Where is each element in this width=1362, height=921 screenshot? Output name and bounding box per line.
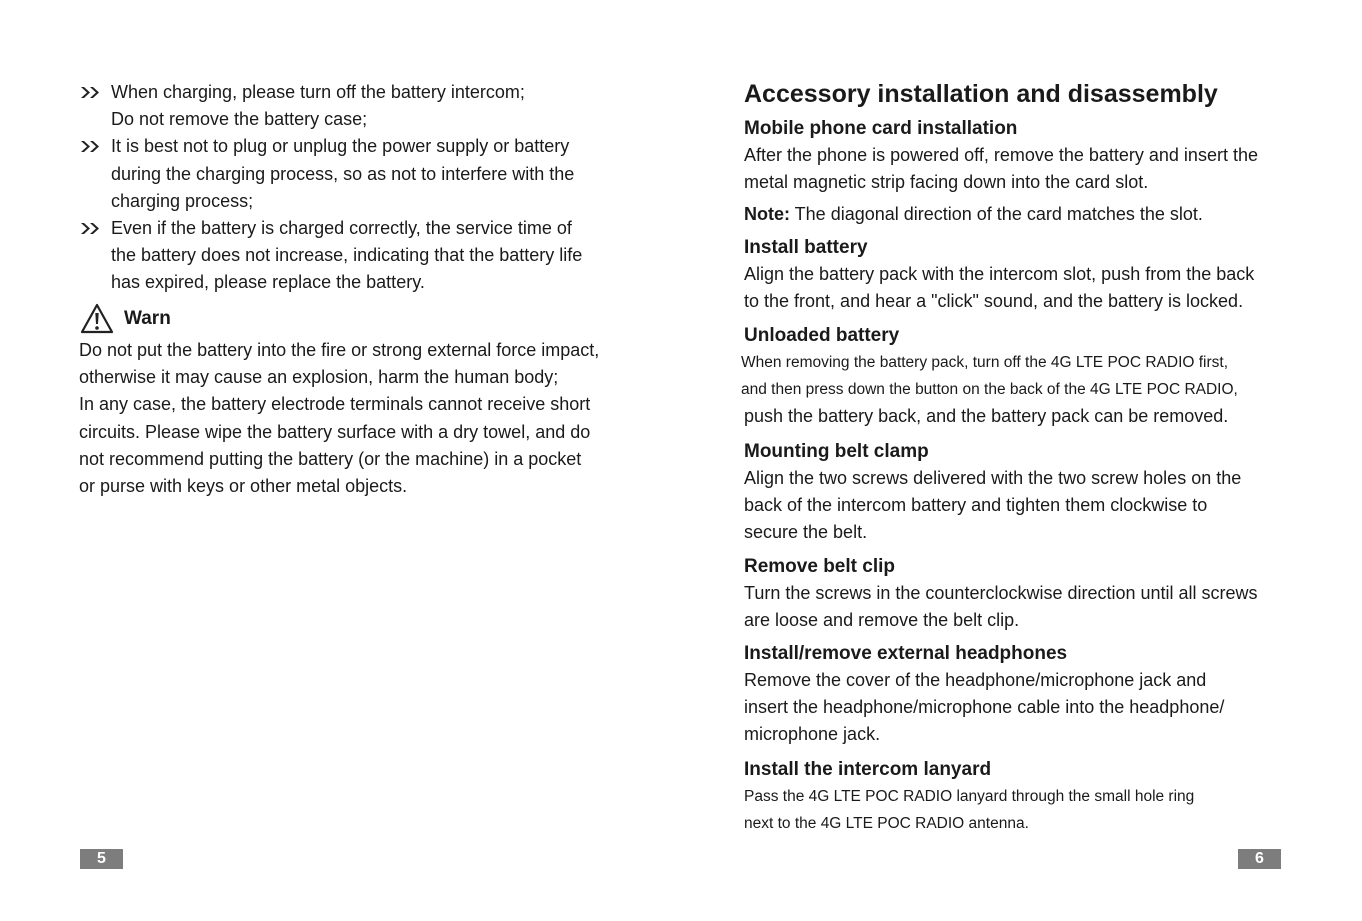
section-heading: Install the intercom lanyard xyxy=(744,759,992,780)
warn-title: Warn xyxy=(124,308,171,329)
bullet-item xyxy=(80,79,640,133)
note-text: The diagonal direction of the card matches the slot. xyxy=(790,204,1203,224)
section-body: Turn the screws in the counterclockwise direction until all screws are loose and remove the belt clip. xyxy=(744,583,1258,631)
double-chevron-icon xyxy=(80,79,102,106)
section-card-installation xyxy=(744,116,1344,196)
page-title: Accessory installation and disassembly xyxy=(744,80,1218,108)
section-install-battery xyxy=(744,235,1344,315)
charging-bullet-list xyxy=(80,79,640,297)
section-body: Remove the cover of the headphone/microphone jack and insert the headphone/microphone cable into the headphone/ microphone jack. xyxy=(744,670,1225,745)
section-remove-belt-clip xyxy=(744,554,1344,634)
right-page xyxy=(681,0,1362,921)
section-lanyard xyxy=(744,757,1344,837)
section-heading: Install battery xyxy=(744,237,868,258)
section-heading: Mounting belt clamp xyxy=(744,441,929,462)
warning-triangle-icon xyxy=(80,303,114,335)
bullet-item xyxy=(80,215,640,297)
section-unloaded-battery xyxy=(741,323,1344,431)
note-label: Note: xyxy=(744,204,790,224)
section-heading: Install/remove external headphones xyxy=(744,643,1068,664)
bullet-text: Even if the battery is charged correctly, the service time of the battery does not increase, indicating that the battery life has expired, please replace the battery. xyxy=(111,218,583,293)
page-number-left: 5 xyxy=(80,849,123,869)
note xyxy=(744,201,1203,228)
section-body: push the battery back, and the battery pack can be removed. xyxy=(744,406,1229,427)
section-heading: Unloaded battery xyxy=(744,325,900,346)
section-heading: Mobile phone card installation xyxy=(744,118,1018,139)
section-body-small: When removing the battery pack, turn off the 4G LTE POC RADIO first, and then press down the button on the back of the 4G LTE POC RADIO, xyxy=(741,354,1238,399)
page-number-right: 6 xyxy=(1238,849,1281,869)
section-mounting-belt-clamp xyxy=(744,439,1344,547)
bullet-item xyxy=(80,133,640,215)
bullet-text: It is best not to plug or unplug the power supply or battery during the charging process, so as not to interfere with the charging process; xyxy=(111,136,575,211)
warn-heading xyxy=(80,302,171,336)
section-body: Align the two screws delivered with the two screw holes on the back of the intercom battery and tighten them clockwise to secure the belt. xyxy=(744,468,1242,543)
section-body: After the phone is powered off, remove the battery and insert the metal magnetic strip facing down into the card slot. xyxy=(744,145,1258,193)
section-heading: Remove belt clip xyxy=(744,556,895,577)
warn-body: Do not put the battery into the fire or strong external force impact, otherwise it may cause an explosion, harm the human body; In any case, the battery electrode terminals cannot receive short circuits. Please wipe the battery surface with a dry towel, and do not recommend putting the battery (or the machine) in a pocket or purse with keys or other metal objects. xyxy=(79,340,600,497)
double-chevron-icon xyxy=(80,133,102,160)
bullet-text: When charging, please turn off the battery intercom; Do not remove the battery case; xyxy=(111,82,525,130)
double-chevron-icon xyxy=(80,215,102,242)
section-body: Align the battery pack with the intercom slot, push from the back to the front, and hear a "click" sound, and the battery is locked. xyxy=(744,264,1255,312)
section-headphones xyxy=(744,641,1344,749)
section-body-small: Pass the 4G LTE POC RADIO lanyard through the small hole ring next to the 4G LTE POC RADIO antenna. xyxy=(744,788,1195,833)
